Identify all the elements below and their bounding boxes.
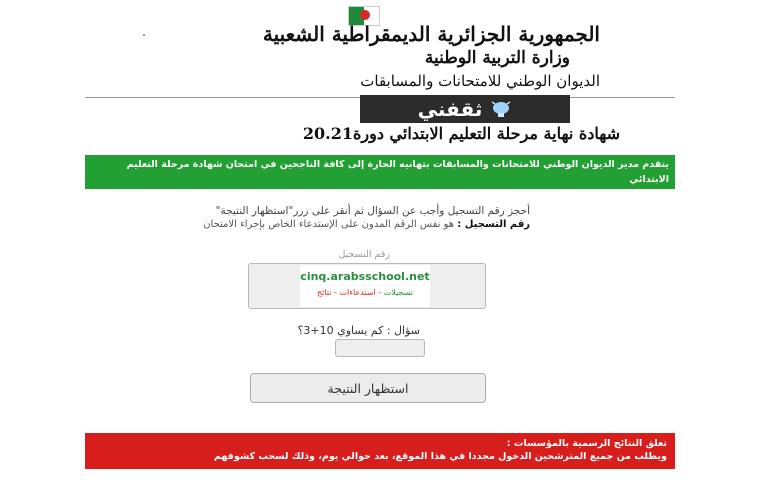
lightbulb-icon bbox=[490, 100, 512, 118]
registration-label: رقم التسجيل bbox=[338, 249, 390, 260]
watermark bbox=[300, 265, 430, 307]
registration-hint-label: رقم التسجيل : bbox=[457, 219, 530, 230]
registration-hint bbox=[203, 219, 530, 230]
watermark-url: cinq.arabsschool.net bbox=[300, 270, 430, 283]
notice-banner bbox=[85, 433, 675, 469]
ministry-title: وزارة التربية الوطنية bbox=[424, 48, 570, 68]
captcha-answer-input[interactable] bbox=[335, 339, 425, 357]
watermark-separator: - bbox=[375, 288, 384, 297]
instructions-text: أحجز رقم التسجيل وأجب عن السؤال ثم أنقر على زرر"استظهار النتيجة" bbox=[215, 205, 530, 217]
congratulations-banner bbox=[85, 155, 675, 200]
banner-line-1: يتقدم مدير الديوان الوطني للامتحانات والمسابقات بتهانيه الحارة إلى كافة الناجحين في امتحان شهادة مرحلة التعليم الابتدائي bbox=[126, 159, 669, 185]
notice-line-2: ويطلب من جميع المترشحين الدخول مجددا في هذا الموقع، بعد حوالي يوم، وذلك لسحب كشوفهم bbox=[213, 451, 667, 462]
results-page bbox=[80, 0, 680, 482]
notice-line-1: تعلق النتائج الرسمية بالمؤسسات : bbox=[506, 438, 667, 449]
site-logo bbox=[360, 95, 570, 123]
certificate-title: شهادة نهاية مرحلة التعليم الابتدائي دورة20.21 bbox=[302, 124, 620, 143]
republic-title: الجمهورية الجزائرية الديمقراطية الشعبية bbox=[262, 22, 600, 46]
watermark-link-results: نتائج bbox=[317, 288, 332, 297]
registration-hint-text: هو نفس الرقم المدون على الإستدعاء الخاص بإجراء الامتحان bbox=[203, 219, 455, 230]
watermark-separator: - bbox=[331, 288, 340, 297]
logo-text: ثقفني bbox=[417, 97, 483, 121]
watermark-link-registrations: تسجيلات bbox=[383, 288, 413, 297]
banner-line-2: كما يتمنى النجاح مستقبلا للذين لم يسعفهم الحظ في هذه الدورة bbox=[365, 189, 669, 200]
watermark-link-summons: استدعاءات bbox=[339, 288, 376, 297]
watermark-links bbox=[300, 288, 430, 297]
captcha-question: سؤال : كم يساوي 10+3؟ bbox=[297, 324, 420, 337]
office-title: الديوان الوطني للامتحانات والمسابقات bbox=[360, 72, 600, 90]
show-result-button[interactable]: استظهار النتيجة bbox=[250, 373, 486, 403]
